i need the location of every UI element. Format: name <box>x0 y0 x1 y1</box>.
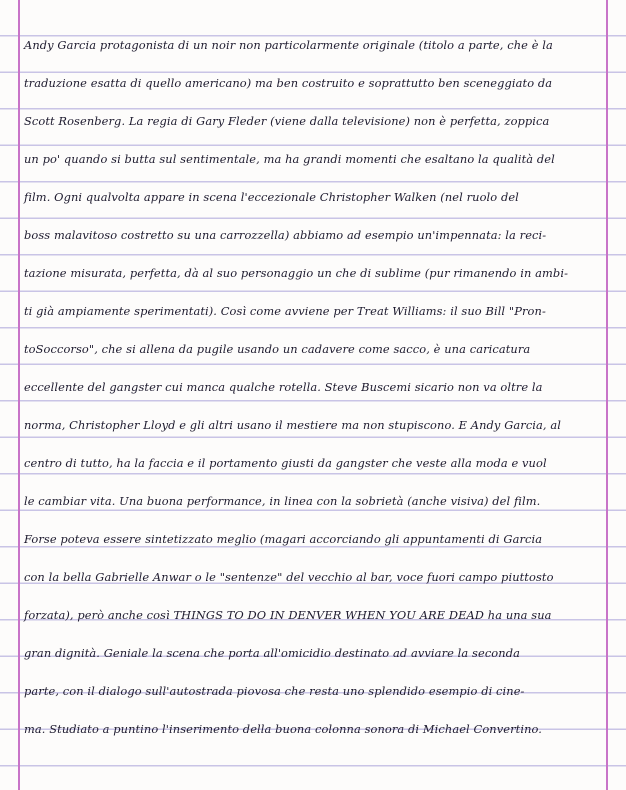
text-line-2: traduzione esatta di quello americano) ma ben costruito e soprattutto ben sceneggiato da <box>24 76 553 90</box>
text-line-4: un po' quando si butta sul sentimentale, ma ha grandi momenti che esaltano la qualità del <box>24 152 555 166</box>
text-line-9: toSoccorso", che si allena da pugile usando un cadavere come sacco, è una caricatura <box>24 342 531 356</box>
text-line-17: gran dignità. Geniale la scena che porta all'omicidio destinato ad avviare la seconda <box>24 646 520 660</box>
text-line-16: forzata), però anche così THINGS TO DO IN DENVER WHEN YOU ARE DEAD ha una sua <box>24 608 552 622</box>
text-line-5: film. Ogni qualvolta appare in scena l'eccezionale Christopher Walken (nel ruolo del <box>24 190 519 204</box>
text-line-11: norma, Christopher Lloyd e gli altri usano il mestiere ma non stupiscono. E Andy Garcia, al <box>24 418 562 432</box>
left-margin-line <box>18 0 20 790</box>
text-line-13: le cambiar vita. Una buona performance, in linea con la sobrietà (anche visiva) del film. <box>24 494 541 508</box>
text-line-15: con la bella Gabrielle Anwar o le "sentenze" del vecchio al bar, voce fuori campo piuttosto <box>24 570 554 584</box>
text-line-7: tazione misurata, perfetta, dà al suo personaggio un che di sublime (pur rimanendo in ambi- <box>24 266 569 280</box>
text-line-8: ti già ampiamente sperimentati). Così come avviene per Treat Williams: il suo Bill "Pron- <box>24 304 546 318</box>
text-line-1: Andy Garcia protagonista di un noir non particolarmente originale (titolo a parte, che è la <box>24 38 553 52</box>
text-line-6: boss malavitoso costretto su una carrozzella) abbiamo ad esempio un'impennata: la reci- <box>24 228 547 242</box>
text-line-12: centro di tutto, ha la faccia e il portamento giusti da gangster che veste alla moda e vuol <box>24 456 547 470</box>
text-line-19: ma. Studiato a puntino l'inserimento della buona colonna sonora di Michael Convertino. <box>24 722 542 736</box>
text-line-18: parte, con il dialogo sull'autostrada piovosa che resta uno splendido esempio di cine- <box>24 684 525 698</box>
right-margin-line <box>606 0 608 790</box>
text-line-10: eccellente del gangster cui manca qualche rotella. Steve Buscemi sicario non va oltre la <box>24 380 543 394</box>
text-line-14: Forse poteva essere sintetizzato meglio (magari accorciando gli appuntamenti di Garcia <box>24 532 543 546</box>
text-line-3: Scott Rosenberg. La regia di Gary Fleder (viene dalla televisione) non è perfetta, zoppica <box>24 114 550 128</box>
